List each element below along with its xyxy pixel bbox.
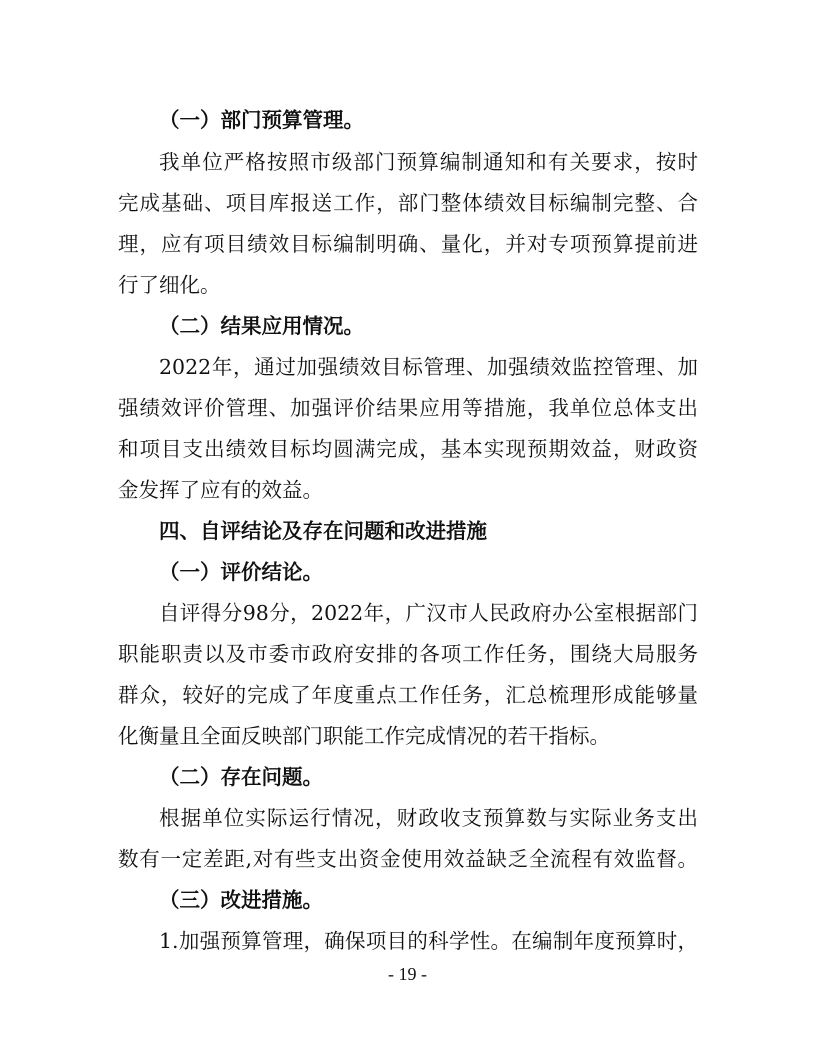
paragraph-line: 自评得分98分，2022年，广汉市人民政府办公室根据部门 (159, 601, 698, 625)
paragraph-line: 化衡量且全面反映部门职能工作完成情况的若干指标。 (118, 724, 610, 748)
paragraph-line: 金发挥了应有的效益。 (118, 478, 323, 502)
paragraph-line: 强绩效评价管理、加强评价结果应用等措施，我单位总体支出 (118, 396, 698, 420)
subheading-results-application: （二）结果应用情况。 (159, 314, 364, 338)
subheading-existing-problems: （二）存在问题。 (159, 765, 323, 789)
subheading-evaluation-conclusion: （一）评价结论。 (159, 560, 323, 584)
section-heading: 四、自评结论及存在问题和改进措施 (159, 519, 487, 543)
paragraph-line: 完成基础、项目库报送工作，部门整体绩效目标编制完整、合 (118, 191, 698, 215)
subheading-budget-management: （一）部门预算管理。 (159, 108, 364, 132)
paragraph-line: 职能职责以及市委市政府安排的各项工作任务，围绕大局服务 (118, 642, 698, 666)
paragraph-line: 群众，较好的完成了年度重点工作任务，汇总梳理形成能够量 (118, 683, 698, 707)
page-number: - 19 - (388, 964, 427, 984)
paragraph-line: 和项目支出绩效目标均圆满完成，基本实现预期效益，财政资 (118, 437, 698, 461)
paragraph-line: 理，应有项目绩效目标编制明确、量化，并对专项预算提前进 (118, 232, 698, 256)
paragraph-line: 行了细化。 (118, 273, 221, 297)
subheading-improvement-measures: （三）改进措施。 (159, 888, 323, 912)
paragraph-line: 1.加强预算管理，确保项目的科学性。在编制年度预算时， (159, 929, 698, 953)
paragraph-line: 我单位严格按照市级部门预算编制通知和有关要求，按时 (159, 150, 698, 174)
paragraph-line: 根据单位实际运行情况，财政收支预算数与实际业务支出 (159, 806, 698, 830)
paragraph-line: 数有一定差距,对有些支出资金使用效益缺乏全流程有效监督。 (118, 847, 698, 871)
paragraph-line: 2022年，通过加强绩效目标管理、加强绩效监控管理、加 (159, 355, 698, 379)
